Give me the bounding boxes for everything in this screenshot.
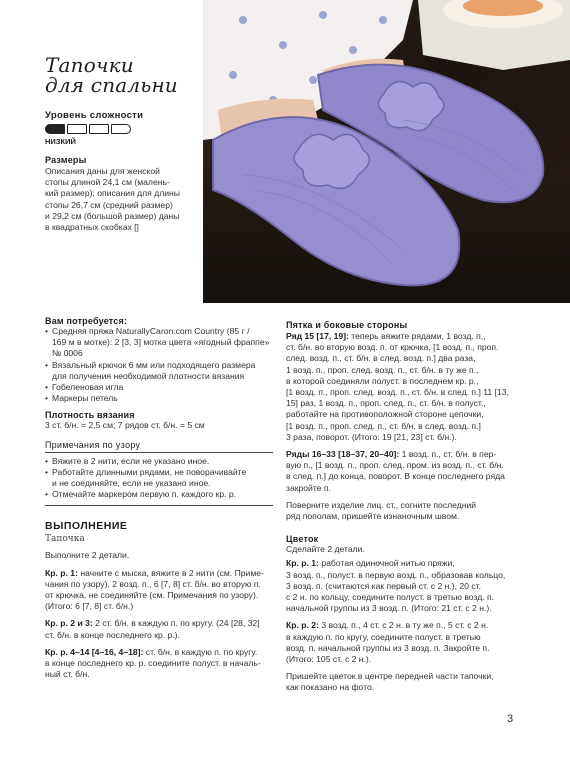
gauge-text: 3 ст. б/н. = 2,5 см; 7 рядов ст. б/н. = 5 см	[45, 420, 205, 431]
sizes-text	[45, 166, 205, 233]
difficulty-segment	[111, 124, 131, 134]
heel-row-15: Ряд 15 [17, 19]: теперь вяжите рядами, 1 возд. п., ст. б/н. во вторую возд. п. от крючка, [1 возд. п., проп. след. возд. п., ст. б/н. в след. возд. п.] два раза, 1 возд. п., проп. след. возд. п., ст. б/н. в ту же п., в которой соединяли полуст. в последнем кр. р., [1 возд. п., проп. след. возд. п., ст. б/н. в след. п.] 11 [13, 15] раз, 1 возд. п., проп. след. п., ст. б/н. в полуст., работайте на противоположной стороне цепочки, [1 возд. п., проп. след. п., ст. б/н. в след. возд. п.] 3 раза, поворот. (Итого: 19 [21, 23] ст. б/н.).	[286, 331, 509, 442]
title-line-2: для спальни	[45, 73, 178, 97]
materials-heading: Вам потребуется:	[45, 316, 128, 326]
sizes-line: стопы 26,7 см (средний размер)	[45, 199, 173, 210]
sizes-heading: Размеры	[45, 155, 87, 165]
sizes-line: в квадратных скобках []	[45, 222, 139, 233]
difficulty-segment	[67, 124, 87, 134]
notes-divider	[45, 505, 273, 506]
difficulty-segment	[89, 124, 109, 134]
instructions-intro: Выполните 2 детали.	[45, 550, 130, 561]
materials-item: • Вязальный крючок 6 мм или подходящего размера для получения необходимой плотности вязания	[45, 360, 273, 382]
notes-item: • Работайте длинными рядами, не поворачивайте и не соединяйте, если не указано иное.	[45, 467, 273, 489]
difficulty-name: НИЗКИЙ	[45, 137, 76, 146]
sizes-line: кий размер); описания для длины	[45, 188, 180, 199]
flower-heading: Цветок	[286, 534, 319, 545]
round-2-3: Кр. р. 2 и 3: 2 ст. б/н. в каждую п. по кругу. (24 [28, 32] ст. б/н. в конце последнего кр. р.).	[45, 618, 260, 640]
heel-heading: Пятка и боковые стороны	[286, 320, 408, 330]
flower-finish: Пришейте цветок в центре передней части тапочки, как показано на фото.	[286, 671, 494, 693]
materials-list	[45, 326, 273, 404]
page-title	[45, 55, 178, 95]
round-4-14: Кр. р. 4–14 [4–16, 4–18]: ст. б/н. в каждую п. по кругу. в конце последнего кр. р. соедините полуст. в началь- ный ст. б/н.	[45, 646, 261, 680]
difficulty-meter	[45, 124, 131, 134]
sizes-section	[45, 155, 205, 233]
gauge-heading: Плотность вязания	[45, 410, 135, 421]
flower-round-1: Кр. р. 1: работая одиночной нитью пряжи, 3 возд. п., полуст. в первую возд. п., образовав кольцо, 3 возд. п. (считаются как первый ст. с 2 н.), 20 ст. с 2 н. по кольцу, соедините полуст. в третью возд. п. начальной группы из 3 возд. п. (Итого: 21 ст. с 2 н.).	[286, 558, 506, 614]
notes-list	[45, 456, 273, 501]
notes-heading: Примечания по узору	[45, 440, 273, 453]
materials-item: • Гобеленовая игла	[45, 382, 273, 393]
difficulty-label: Уровень сложности	[45, 110, 144, 121]
flower-round-2: Кр. р. 2: 3 возд. п., 4 ст. с 2 н. в ту же п., 5 ст. с 2 н. в каждую п. по кругу, соедините полуст. в третью возд. п. начальной группы из 3 возд. п. Закройте п. (Итого: 105 ст. с 2 н.).	[286, 620, 490, 665]
right-column	[286, 320, 524, 694]
materials-item: • Средняя пряжа NaturallyCaron.com Country (85 г / 169 м в мотке): 2 [3, 3] мотка цвета «ягодный фраппе» № 0006	[45, 326, 273, 360]
instructions-heading: ВЫПОЛНЕНИЕ	[45, 520, 128, 533]
slippers-photo	[203, 0, 570, 303]
heel-finish: Поверните изделие лиц. ст., согните последний ряд пополам, пришейте изнаночным швом.	[286, 499, 477, 522]
round-1: Кр. р. 1: начните с мыска, вяжите в 2 нити (см. Приме- чания по узору), 2 возд. п., 6 [7, 8] ст. б/н. во вторую п. от крючка, не соединяйте (см. Примечания по узору). (Итого: 6 [7, 8] ст. б/н.)	[45, 567, 264, 612]
left-column	[45, 316, 273, 680]
title-line-1: Тапочки	[45, 53, 134, 77]
slippers-illustration	[203, 0, 570, 303]
notes-item: • Отмечайте маркером первую п. каждого кр. р.	[45, 489, 273, 500]
sizes-line: стопы длиной 24,1 см (малень-	[45, 177, 170, 188]
difficulty-segment-filled	[45, 124, 65, 134]
flower-intro: Сделайте 2 детали.	[286, 544, 365, 555]
materials-item: • Маркеры петель	[45, 393, 273, 404]
sizes-line: и 29,2 см (большой размер) даны	[45, 210, 180, 221]
heel-rows-16-33: Ряды 16–33 [18–37, 20–40]: 1 возд. п., ст. б/н. в пер- вую п., [1 возд. п., проп. след. пром. из возд. п., ст. б/н. в след. п.] до конца, поворот. В конце последнего ряда закройте п.	[286, 449, 505, 493]
instructions-subheading: Тапочка	[45, 534, 85, 545]
page-number: 3	[507, 713, 514, 725]
notes-item: • Вяжите в 2 нити, если не указано иное.	[45, 456, 273, 467]
sizes-line: Описания даны для женской	[45, 166, 160, 176]
